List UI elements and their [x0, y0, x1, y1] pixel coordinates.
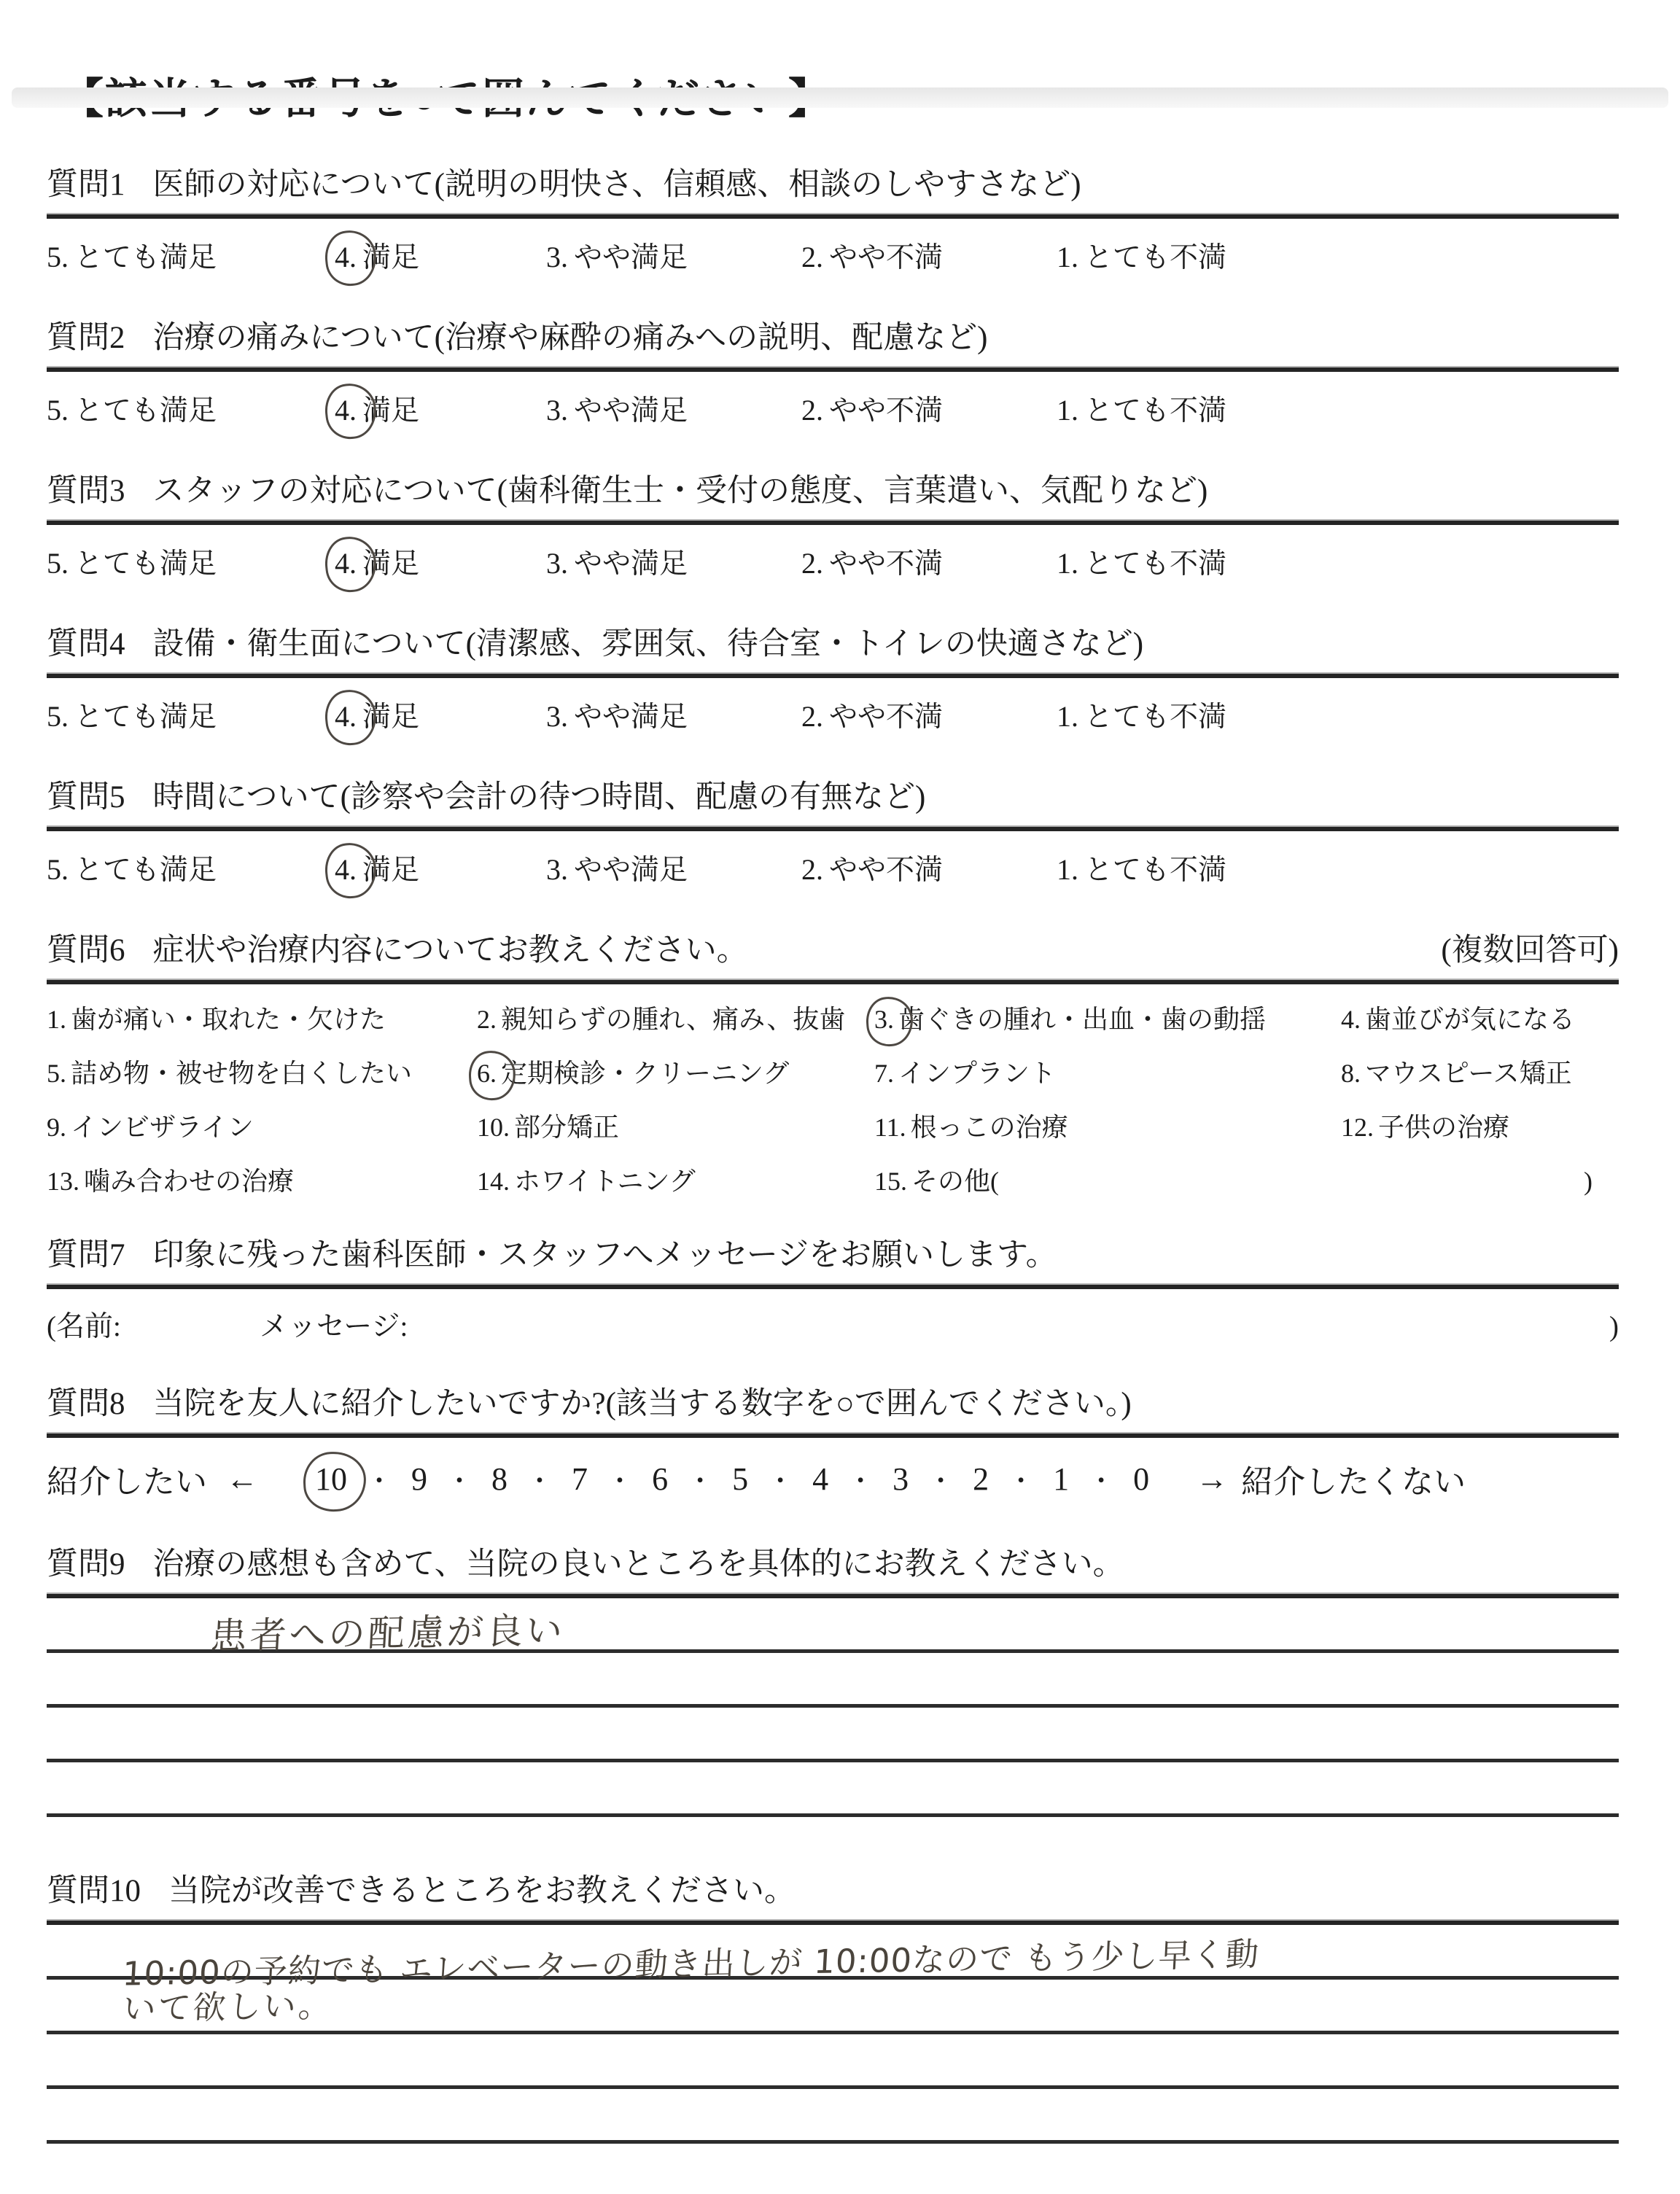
selected-circle: 4. — [335, 547, 357, 580]
treatment-option-other: 15. その他( — [874, 1167, 999, 1196]
dot-separator: ・ — [1008, 1466, 1035, 1495]
divider — [47, 1434, 1619, 1438]
handwritten-answer-line-1: 10:00の予約でも エレベーターの動き出しが 10:00なので もう少し早く動 — [121, 1934, 1261, 1993]
nps-value: 3 — [892, 1460, 909, 1497]
question-2-title: 治療の痛みについて(治療や麻酔の痛みへの説明、配慮など) — [152, 321, 988, 355]
divider — [47, 521, 1619, 525]
treatment-option: 11. 根っこの治療 — [874, 1113, 1068, 1142]
answer-line — [47, 1598, 1619, 1658]
nps-value: 4 — [812, 1460, 829, 1497]
question-8-title: 当院を友人に紹介したいですか?(該当する数字を○で囲んでください。) — [152, 1387, 1132, 1421]
rating-option-selected: 4. 満足 — [335, 853, 420, 886]
question-10 — [47, 1870, 1619, 2144]
question-9-title: 治療の感想も含めて、当院の良いところを具体的にお教えください。 — [152, 1547, 1124, 1582]
message-field-label: メッセージ: — [259, 1311, 408, 1342]
answer-line — [47, 2034, 1619, 2089]
treatment-option: 9. インビザライン — [47, 1113, 254, 1142]
selected-circle: 6. — [477, 1059, 497, 1088]
question-4 — [47, 623, 1619, 741]
nps-value: 0 — [1133, 1460, 1150, 1497]
divider — [47, 674, 1619, 678]
answer-line — [47, 2089, 1619, 2144]
treatment-option: 8. マウスピース矯正 — [1341, 1059, 1572, 1088]
question-3-options — [47, 535, 1619, 588]
right-arrow-icon: → — [1196, 1460, 1229, 1497]
divider — [47, 367, 1619, 372]
question-10-label: 質問10 — [47, 1874, 141, 1908]
question-5-options — [47, 841, 1619, 894]
rating-option: 3. やや満足 — [546, 394, 688, 427]
answer-line — [47, 1653, 1619, 1708]
dot-separator: ・ — [607, 1466, 634, 1495]
treatment-option: 2. 親知らずの腫れ、痛み、抜歯 — [477, 1005, 846, 1034]
nps-value: 7 — [572, 1460, 588, 1497]
divider — [47, 827, 1619, 831]
dot-separator: ・ — [1088, 1466, 1115, 1495]
dot-separator: ・ — [446, 1466, 473, 1495]
rating-option: 5. とても満足 — [47, 241, 217, 273]
question-7-label: 質問7 — [47, 1238, 125, 1272]
rating-option: 2. やや不満 — [801, 547, 944, 580]
question-2-options — [47, 382, 1619, 435]
question-10-title: 当院が改善できるところをお教えください。 — [168, 1874, 796, 1908]
answer-line — [47, 1708, 1619, 1762]
rating-option-selected: 4. 満足 — [335, 394, 420, 427]
handwritten-answer: 患者への配慮が良い — [209, 1608, 567, 1658]
treatment-option: 10. 部分矯正 — [477, 1113, 620, 1142]
question-9-answer-area — [47, 1598, 1619, 1817]
question-4-options — [47, 688, 1619, 741]
question-3-label: 質問3 — [47, 474, 125, 508]
question-1-title: 医師の対応について(説明の明快さ、信頼感、相談のしやすさなど) — [152, 168, 1081, 202]
treatment-option-selected: 6. 定期検診・クリーニング — [477, 1059, 790, 1088]
rating-option: 1. とても不満 — [1057, 241, 1227, 273]
question-1 — [47, 163, 1619, 281]
question-10-answer-area — [47, 1925, 1619, 2144]
rating-option: 1. とても不満 — [1057, 853, 1227, 886]
selected-circle: 4. — [335, 853, 357, 886]
treatment-option: 5. 詰め物・被せ物を白くしたい — [47, 1059, 413, 1088]
rating-option: 5. とても満足 — [47, 853, 217, 886]
question-4-label: 質問4 — [47, 627, 125, 661]
question-6-items — [47, 1002, 1619, 1199]
other-close-paren: ) — [1584, 1167, 1592, 1196]
nps-left-label: 紹介したい — [47, 1464, 207, 1500]
rating-option-selected: 4. 満足 — [335, 547, 420, 580]
nps-value: 6 — [652, 1460, 669, 1497]
rating-option: 3. やや満足 — [546, 547, 688, 580]
nps-value-selected: 10 — [315, 1460, 347, 1497]
question-8-label: 質問8 — [47, 1387, 125, 1421]
nps-value: 5 — [732, 1460, 749, 1497]
rating-option-selected: 4. 満足 — [335, 700, 420, 733]
question-2 — [47, 316, 1619, 435]
treatment-option: 13. 噛み合わせの治療 — [47, 1167, 295, 1196]
question-6 — [47, 929, 1619, 1199]
question-7-answer-row — [47, 1304, 1619, 1347]
question-6-note: (複数回答可) — [1441, 933, 1619, 968]
rating-option: 3. やや満足 — [546, 241, 688, 273]
selected-circle: 3. — [874, 1005, 894, 1034]
close-paren: ) — [1609, 1311, 1619, 1342]
rating-option: 3. やや満足 — [546, 700, 688, 733]
treatment-option: 7. インプラント — [874, 1059, 1057, 1088]
nps-scale-row — [47, 1450, 1619, 1508]
survey-page — [0, 70, 1680, 2194]
dot-separator: ・ — [366, 1466, 393, 1495]
treatment-option: 14. ホワイトニング — [477, 1167, 696, 1196]
question-3-title: スタッフの対応について(歯科衛生士・受付の態度、言葉遣い、気配りなど) — [152, 474, 1208, 508]
divider — [47, 214, 1619, 219]
rating-option: 2. やや不満 — [801, 853, 944, 886]
question-6-label: 質問6 — [47, 933, 125, 968]
answer-line — [47, 1980, 1619, 2034]
dot-separator: ・ — [526, 1466, 553, 1495]
selected-circle: 4. — [335, 700, 357, 733]
selected-circle: 4. — [335, 394, 357, 427]
treatment-option-selected: 3. 歯ぐきの腫れ・出血・歯の動揺 — [874, 1005, 1267, 1034]
question-6-title: 症状や治療内容についてお教えください。 — [152, 933, 748, 968]
treatment-option: 12. 子供の治療 — [1341, 1113, 1510, 1142]
rating-option: 3. やや満足 — [546, 853, 688, 886]
question-1-options — [47, 229, 1619, 281]
question-1-label: 質問1 — [47, 168, 125, 202]
nps-value: 8 — [491, 1460, 508, 1497]
question-4-title: 設備・衛生面について(清潔感、雰囲気、待合室・トイレの快適さなど) — [152, 627, 1144, 661]
question-7-title: 印象に残った歯科医師・スタッフへメッセージをお願いします。 — [152, 1238, 1057, 1272]
dot-separator: ・ — [928, 1466, 954, 1495]
divider — [47, 1285, 1619, 1289]
dot-separator: ・ — [847, 1466, 874, 1495]
question-9 — [47, 1543, 1619, 1817]
question-9-label: 質問9 — [47, 1547, 125, 1582]
question-3 — [47, 470, 1619, 588]
question-5-title: 時間について(診察や会計の待つ時間、配慮の有無など) — [152, 780, 926, 814]
question-8 — [47, 1382, 1619, 1508]
nps-value: 1 — [1053, 1460, 1070, 1497]
rating-option: 2. やや不満 — [801, 241, 944, 273]
rating-option: 1. とても不満 — [1057, 394, 1227, 427]
selected-circle: 4. — [335, 241, 357, 273]
treatment-option: 4. 歯並びが気になる — [1341, 1005, 1576, 1034]
answer-line — [47, 1762, 1619, 1817]
rating-option-selected: 4. 満足 — [335, 241, 420, 273]
nps-value: 9 — [411, 1460, 428, 1497]
rating-option: 1. とても不満 — [1057, 700, 1227, 733]
rating-option: 5. とても満足 — [47, 547, 217, 580]
name-field-label: (名前: — [47, 1311, 121, 1342]
handwritten-answer-line-2: いて欲しい。 — [122, 1985, 335, 2028]
answer-line — [47, 1925, 1619, 1993]
rating-option: 2. やや不満 — [801, 394, 944, 427]
rating-option: 5. とても満足 — [47, 394, 217, 427]
rating-option: 2. やや不満 — [801, 700, 944, 733]
left-arrow-icon: ← — [226, 1460, 258, 1497]
question-5-label: 質問5 — [47, 780, 125, 814]
rating-option: 1. とても不満 — [1057, 547, 1227, 580]
scan-edge-artifact — [12, 87, 1668, 108]
question-7 — [47, 1234, 1619, 1347]
question-5 — [47, 776, 1619, 894]
rating-option: 5. とても満足 — [47, 700, 217, 733]
dot-separator: ・ — [687, 1466, 714, 1495]
divider — [47, 980, 1619, 984]
treatment-option: 1. 歯が痛い・取れた・欠けた — [47, 1005, 386, 1034]
nps-value: 2 — [973, 1460, 989, 1497]
nps-right-label: 紹介したくない — [1241, 1464, 1466, 1500]
question-2-label: 質問2 — [47, 321, 125, 355]
dot-separator: ・ — [767, 1466, 794, 1495]
